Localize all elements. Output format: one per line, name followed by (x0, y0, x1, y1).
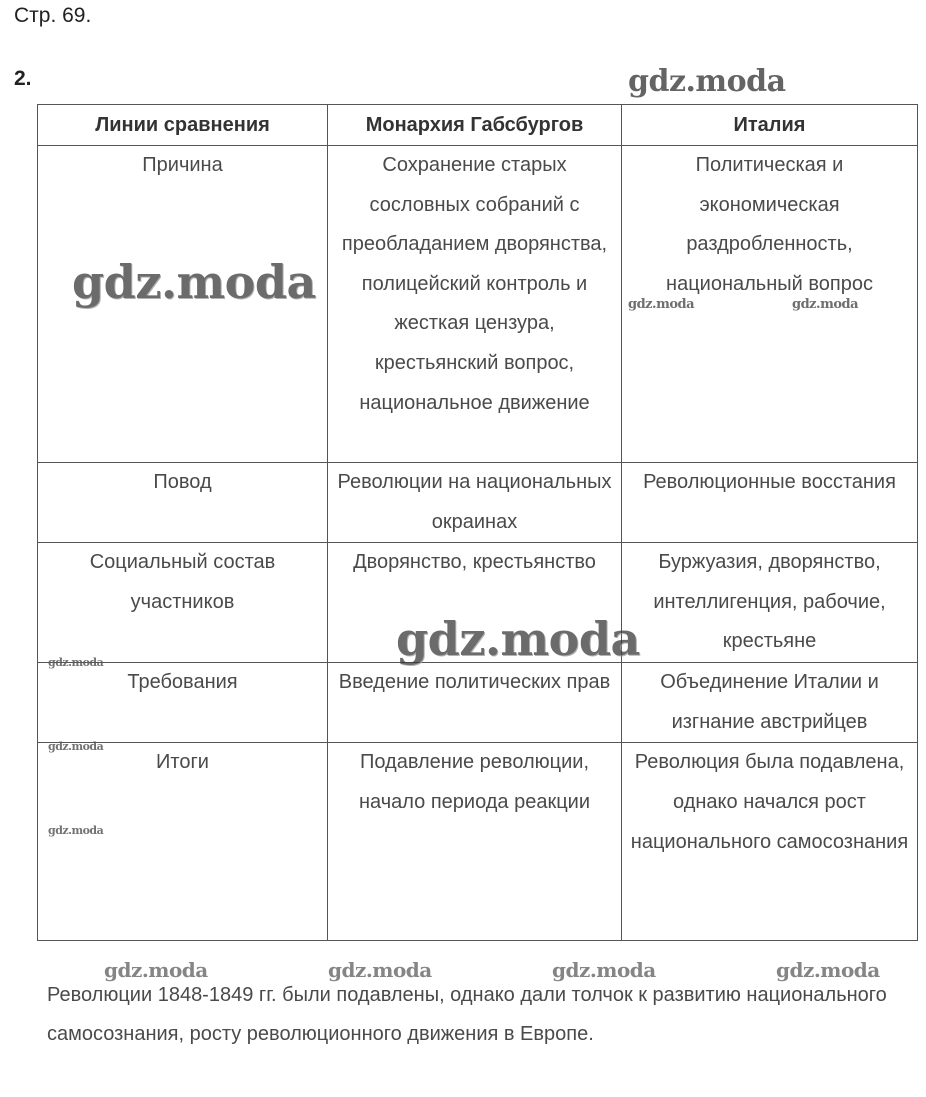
watermark-logo: gdz.moda (792, 297, 859, 312)
cell-italy: Буржуазия, дворянство, интеллигенция, рабочие, крестьяне (622, 543, 918, 663)
page-label: Стр. 69. (14, 4, 92, 27)
header-criterion: Линии сравнения (38, 105, 328, 146)
cell-criterion: Итоги (38, 743, 328, 941)
cell-criterion: Повод (38, 463, 328, 543)
cell-italy: Объединение Италии и изгнание австрийцев (622, 663, 918, 743)
conclusion-text: Революции 1848-1849 гг. были подавлены, однако дали толчок к развитию национального самосознания, росту революционного движения в Европе. (47, 984, 887, 1045)
watermark-logo: gdz.moda (628, 297, 695, 312)
table-row (38, 663, 918, 743)
cell-habsburg: Сохранение старых сословных собраний с преобладанием дворянства, полицейский контроль и жесткая цензура, крестьянский вопрос, национальное движение (328, 146, 622, 463)
watermark-logo: gdz.moda (48, 824, 104, 837)
comparison-table (37, 104, 918, 941)
header-italy: Италия (622, 105, 918, 146)
watermark-logo: gdz.moda (628, 64, 786, 99)
cell-habsburg: Введение политических прав (328, 663, 622, 743)
cell-italy: Политическая и экономическая раздробленность, национальный вопрос (622, 146, 918, 463)
cell-criterion: Требования (38, 663, 328, 743)
table-row (38, 463, 918, 543)
watermark-logo: gdz.moda (104, 958, 208, 982)
watermark-logo: gdz.moda (48, 740, 104, 753)
cell-habsburg: Революции на национальных окраинах (328, 463, 622, 543)
watermark-logo: gdz.moda (396, 612, 640, 666)
table-header-row (38, 105, 918, 146)
table-row (38, 743, 918, 941)
cell-criterion: Причина (38, 146, 328, 463)
table-row (38, 543, 918, 663)
table-row (38, 146, 918, 463)
task-number: 2. (14, 67, 32, 90)
watermark-logo: gdz.moda (72, 255, 316, 309)
header-habsburg: Монархия Габсбургов (328, 105, 622, 146)
cell-habsburg: Дворянство, крестьянство (328, 543, 622, 663)
watermark-logo: gdz.moda (776, 958, 880, 982)
cell-italy: Революционные восстания (622, 463, 918, 543)
cell-criterion: Социальный состав участников (38, 543, 328, 663)
watermark-logo: gdz.moda (328, 958, 432, 982)
watermark-logo: gdz.moda (48, 656, 104, 669)
watermark-logo: gdz.moda (552, 958, 656, 982)
cell-italy: Революция была подавлена, однако начался рост национального самосознания (622, 743, 918, 941)
cell-habsburg: Подавление революции, начало периода реакции (328, 743, 622, 941)
